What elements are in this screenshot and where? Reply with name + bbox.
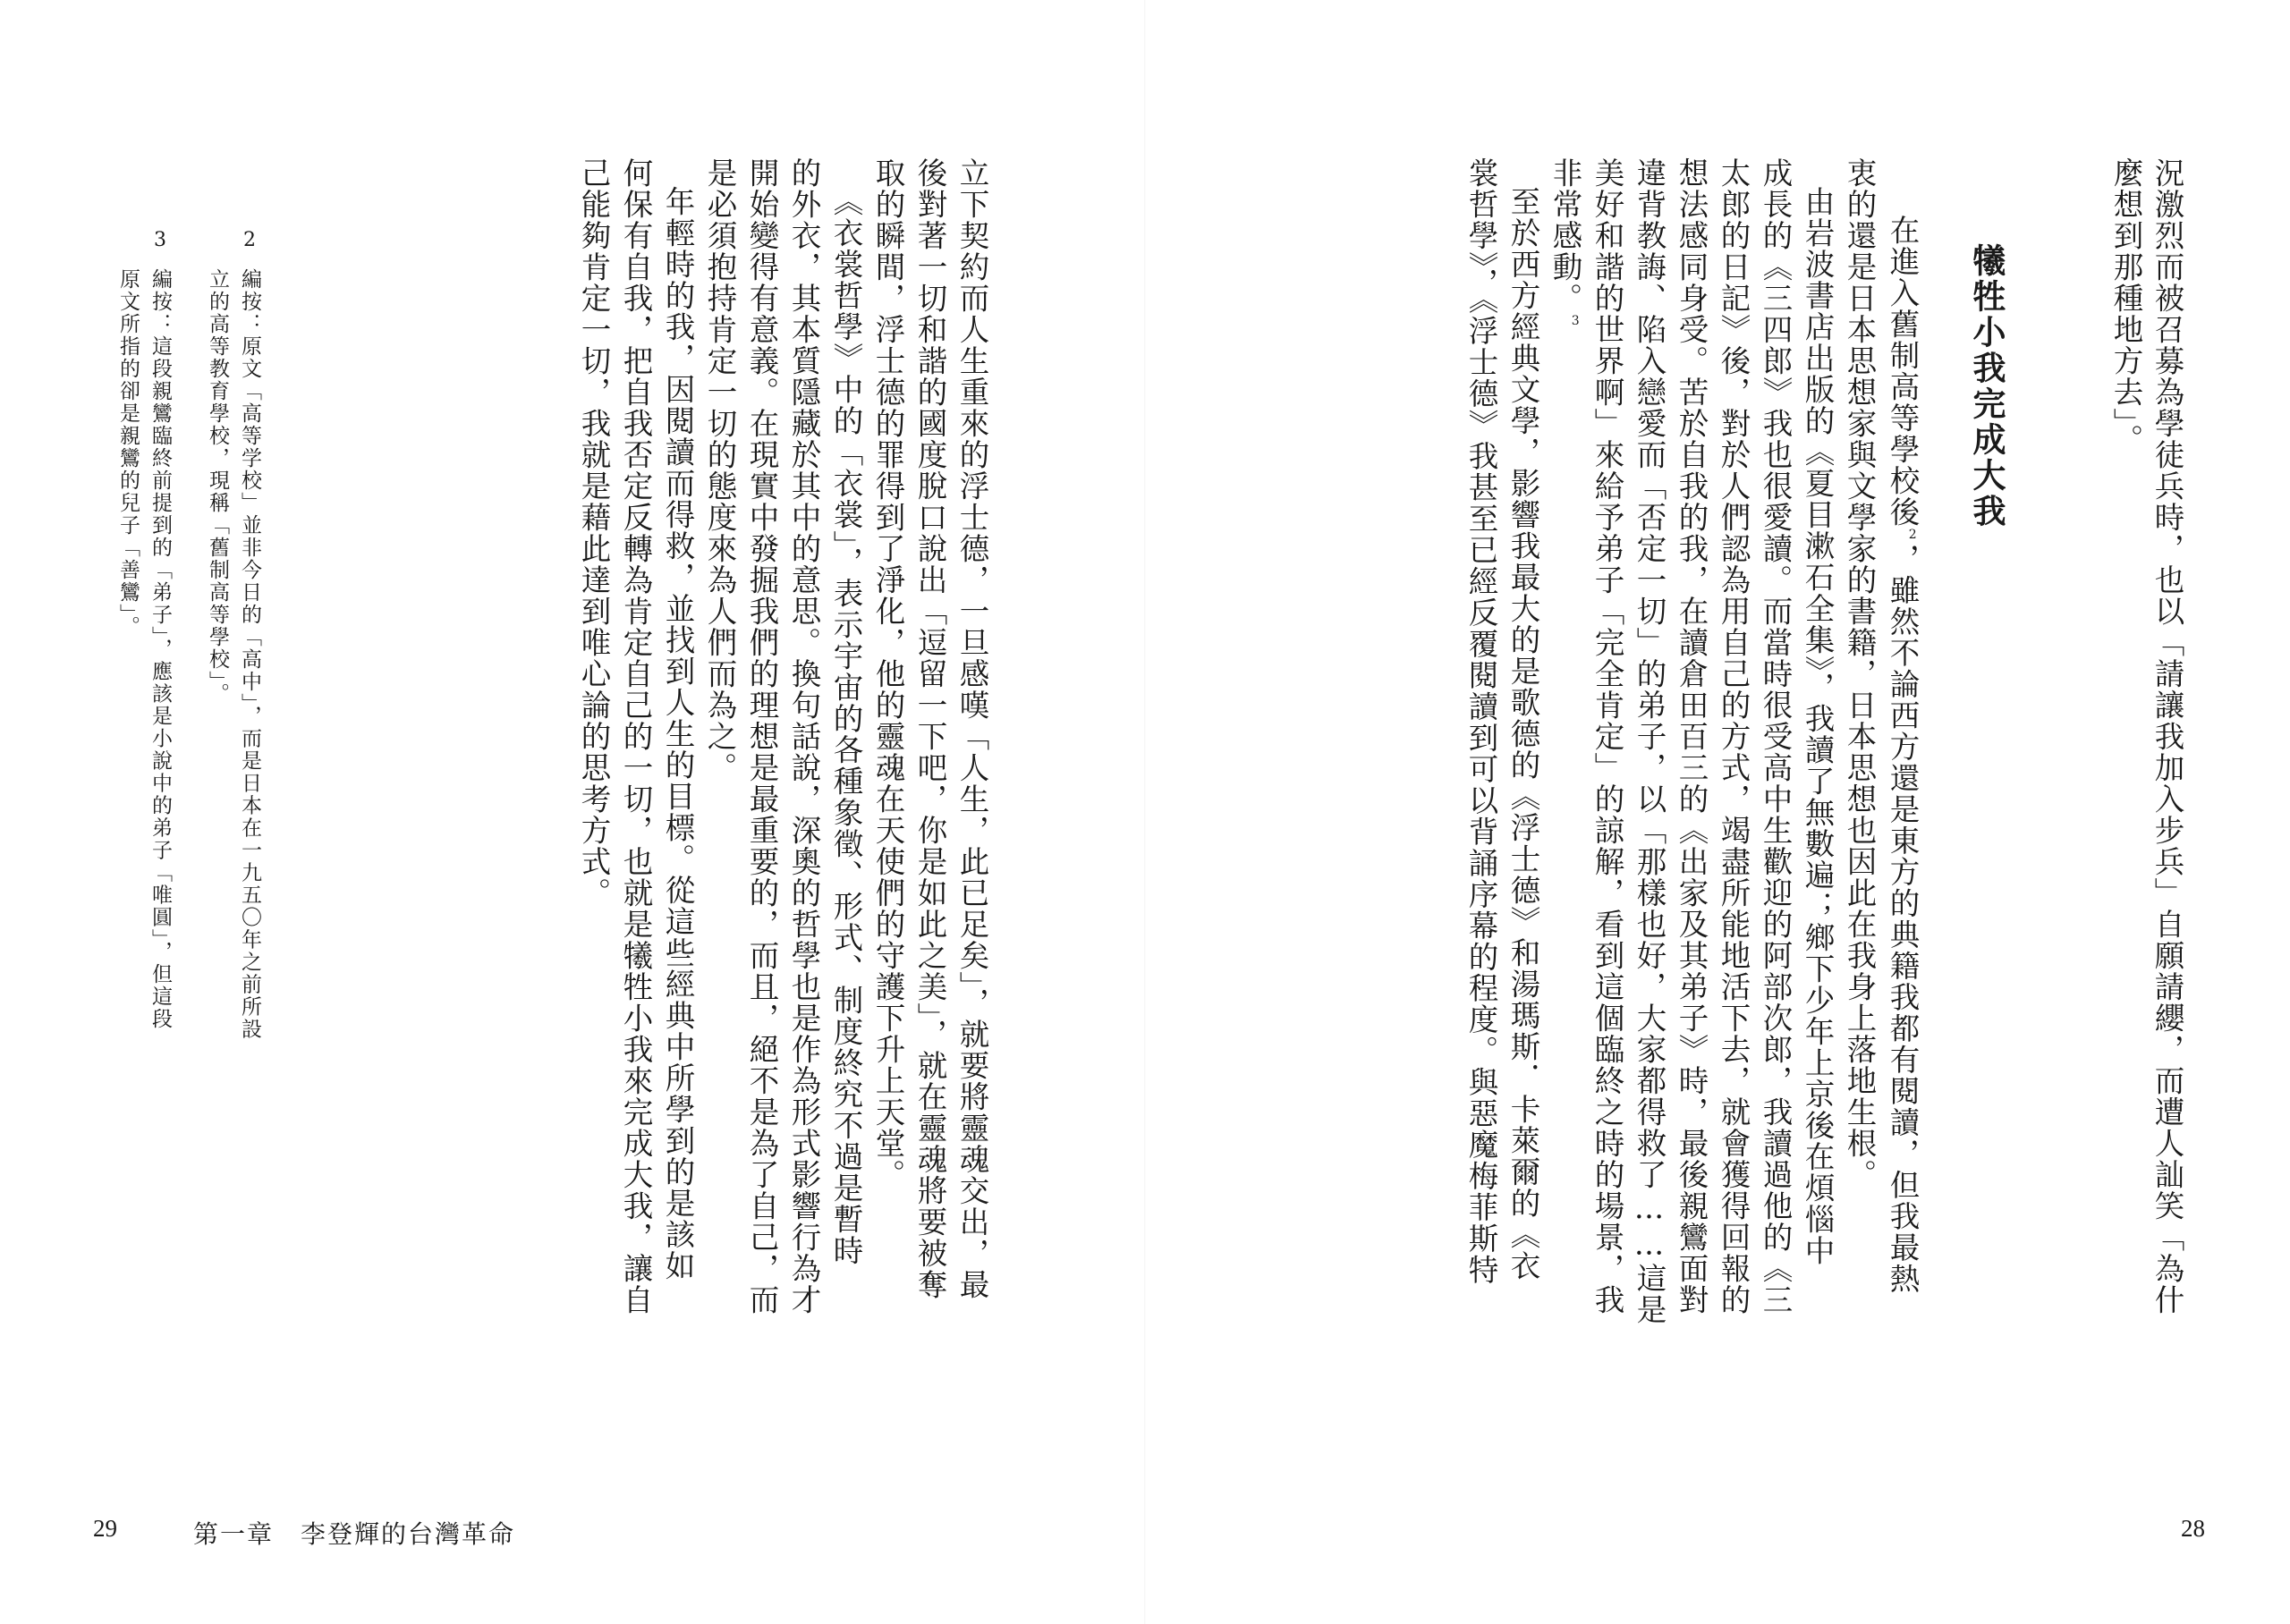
text-line: 開始變得有意義。在現實中發掘我們的理想是最重要的，而且，絕不是為了自己，而 [744, 157, 779, 1315]
text-line: 至於西方經典文學，影響我最大的是歌德的《浮士德》和湯瑪斯．卡萊爾的《衣 [1505, 186, 1540, 1281]
footnote-marker: 2 [1905, 528, 1921, 544]
text-line: 衷的還是日本思想家與文學家的書籍，日本思想也因此在我身上落地生根。 [1842, 157, 1877, 1190]
text-line: 立下契約而人生重來的浮士德，一旦感嘆「人生，此已足矣」，就要將靈魂交出，最 [954, 157, 989, 1301]
footnote-number: 3 [154, 229, 166, 251]
text-line: 成長的《三四郎》我也很愛讀。而當時很受高中生歡迎的阿部次郎，我讀過他的《三 [1758, 157, 1793, 1315]
text-line: 美好和諧的世界啊」來給予弟子「完全肯定」的諒解，看到這個臨終之時的場景，我 [1590, 157, 1624, 1315]
text-line: 由岩波書店出版的《夏目漱石全集》，我讀了無數遍；鄉下少年上京後在煩惱中 [1800, 186, 1835, 1267]
page-gutter [1144, 0, 1146, 1624]
text-line: 何保有自我，把自我否定反轉為肯定自己的一切，也就是犧牲小我來完成大我，讓自 [618, 157, 653, 1315]
footnote-line: 立的高等教育學校，現稱「舊制高等學校」。 [206, 268, 229, 706]
text-line: 是必須抱持肯定一切的態度來為人們而為之。 [702, 157, 737, 783]
text-line [1545, 157, 1584, 330]
text-line: 況激烈而被召募為學徒兵時，也以「請讓我加入步兵」自願請纓，而遭人訕笑「為什 [2150, 157, 2184, 1315]
running-title: 第一章 李登輝的台灣革命 [193, 1519, 516, 1549]
text-fragment: ，雖然不論西方還是東方的典籍我都有閱讀，但我最熱 [1885, 543, 1920, 1295]
footnote-line: 原文所指的卻是親鸞的兒子「善鸞」。 [116, 268, 140, 639]
text-line: 年輕時的我，因閱讀而得救，並找到人生的目標。從這些經典中所學到的是該如 [660, 186, 695, 1281]
page-number: 29 [93, 1515, 117, 1542]
text-line: 的外衣，其本質隱藏於其中的意思。換句話說，深奧的哲學也是作為形式影響行為才 [786, 157, 821, 1315]
text-line: 裳哲學》，《浮士德》我甚至已經反覆閱讀到可以背誦序幕的程度。與惡魔梅菲斯特 [1463, 157, 1498, 1286]
text-line: 想法感同身受。苦於自我的我，在讀倉田百三的《出家及其弟子》時，最後親鸞面對 [1674, 157, 1709, 1315]
footnote-line: 編按：原文「高等学校」並非今日的「高中」，而是日本在一九五〇年之前所設 [238, 268, 261, 1041]
page-number: 28 [2181, 1515, 2205, 1542]
footnote-marker: 3 [1568, 314, 1583, 330]
footnote-number: 2 [243, 229, 256, 251]
text-fragment: 在進入舊制高等學校後 [1885, 215, 1920, 528]
text-line: 《衣裳哲學》中的「衣裳」，表示宇宙的各種象徵、形式、制度終究不過是暫時 [828, 186, 863, 1267]
text-line: 己能夠肯定一切，我就是藉此達到唯心論的思考方式。 [576, 157, 611, 909]
text-line [1882, 215, 1921, 1295]
text-line: 麼想到那種地方去」。 [2108, 157, 2143, 456]
text-fragment: 非常感動。 [1548, 157, 1582, 314]
footnote-line: 編按：這段親鸞臨終前提到的「弟子」，應該是小說中的弟子「唯圓」，但這段 [148, 268, 172, 1030]
text-line: 違背教誨、陷入戀愛而「否定一切」的弟子，以「那樣也好，大家都得救了……這是 [1632, 157, 1667, 1325]
text-line: 後對著一切和諧的國度脫口說出「逗留一下吧，你是如此之美」，就在靈魂將要被奪 [912, 157, 947, 1301]
text-line: 太郎的日記》後，對於人們認為用自己的方式，竭盡所能地活下去，就會獲得回報的 [1716, 157, 1751, 1315]
text-line: 取的瞬間，浮士德的罪得到了淨化，他的靈魂在天使們的守護下升上天堂。 [870, 157, 905, 1190]
section-title: 犧牲小我完成大我 [1967, 243, 2006, 529]
